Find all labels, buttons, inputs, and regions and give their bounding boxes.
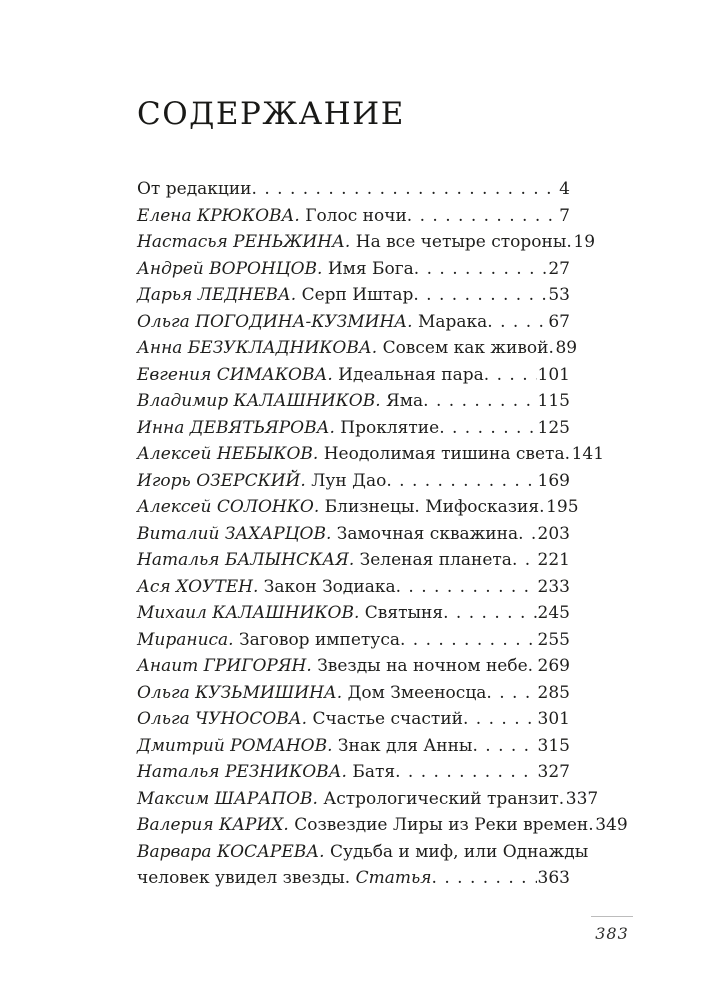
toc-entry: [137, 494, 579, 521]
toc-entry: [137, 388, 570, 415]
toc-entry-page-number: 115: [537, 391, 570, 411]
toc-entry-page-number: 315: [537, 735, 570, 756]
toc-entry-author: Инна ДЕВЯТЬЯРОВА.: [137, 417, 335, 438]
toc-entry-line: [137, 415, 570, 442]
toc-entry: [137, 680, 570, 707]
footer-rule: [591, 916, 633, 917]
dot-leader: [432, 865, 537, 892]
toc-entry-text: Анаит ГРИГОРЯН. Звезды на ночном небе: [137, 656, 528, 676]
footer-page-number: 383: [595, 924, 629, 943]
toc-entry-text: Настасья РЕНЬЖИНА. На все четыре стороны: [137, 232, 567, 252]
toc-entry-text: Мираниса. Заговор импетуса: [137, 629, 400, 650]
toc-entry: [137, 547, 570, 574]
toc-entry-text: Анна БЕЗУКЛАДНИКОВА. Совсем как живой: [137, 338, 549, 358]
toc-entry-page-number: 301: [537, 709, 570, 729]
toc-entry-page-number: 233: [537, 576, 570, 597]
toc-entry-line: [137, 309, 570, 336]
toc-entry-page-number: 101: [537, 364, 570, 385]
dot-leader: [518, 521, 536, 548]
dot-leader: [414, 256, 548, 283]
toc-entry-line: [137, 680, 570, 707]
toc-entry-line: [137, 812, 628, 839]
toc-entry-line: [137, 388, 570, 415]
toc-entry-line: [137, 786, 599, 813]
toc-entry-line: [137, 574, 570, 601]
toc-entry: [137, 706, 570, 733]
toc-entry-page-number: 7: [559, 205, 570, 226]
toc-entry-line: [137, 335, 578, 362]
toc-entry-page-number: 89: [555, 338, 578, 358]
dot-leader: [396, 574, 537, 601]
toc-entry-text: человек увидел звезды. Статья: [137, 868, 432, 888]
toc-entry-text: От редакции: [137, 179, 252, 199]
dot-leader: [407, 203, 558, 230]
toc-entry-author: Максим ШАРАПОВ.: [137, 788, 318, 809]
toc-entry-line: [137, 521, 570, 548]
toc-entry-text: Ольга КУЗЬМИШИНА. Дом Змееносца: [137, 682, 487, 703]
toc-entry-line: [137, 282, 570, 309]
toc-entry-line: [137, 865, 570, 892]
toc-entry-line: [137, 759, 570, 786]
toc-entry: [137, 733, 570, 760]
toc-entry-author: Елена КРЮКОВА.: [137, 205, 300, 226]
dot-leader: [395, 759, 536, 786]
dot-leader: [484, 362, 537, 389]
toc-entry-page-number: 169: [537, 470, 570, 491]
toc-entry-page-number: 337: [565, 788, 599, 809]
toc-entry: [137, 839, 589, 892]
dot-leader: [472, 733, 536, 760]
toc-entry-page-number: 125: [537, 417, 570, 438]
toc-entry-text: Виталий ЗАХАРЦОВ. Замочная скважина: [137, 523, 519, 544]
toc-entry-author: Ольга ПОГОДИНА-КУЗМИНА.: [137, 311, 413, 332]
toc-entry-text: Игорь ОЗЕРСКИЙ. Лун Дао: [137, 470, 387, 491]
toc-entry-text: Дмитрий РОМАНОВ. Знак для Анны: [137, 735, 473, 756]
toc-entry-page-number: 4: [559, 179, 570, 199]
toc-entry-page-number: 27: [548, 258, 570, 279]
toc-entry-page-number: 53: [548, 285, 570, 305]
toc-entry-author: Ольга ЧУНОСОВА.: [137, 709, 308, 729]
toc-entry-line: [137, 547, 570, 574]
toc-entry-page-number: 221: [537, 550, 570, 570]
toc-entry-text: Варвара КОСАРЕВА. Судьба и миф, или Однажды: [137, 841, 589, 862]
dot-leader: [400, 627, 537, 654]
toc-entry-author: Андрей ВОРОНЦОВ.: [137, 258, 323, 279]
toc-entry-line: [137, 733, 570, 760]
toc-entry-text: Наталья БАЛЫНСКАЯ. Зеленая планета: [137, 550, 512, 570]
toc-entry-author: Ася ХОУТЕН.: [137, 576, 259, 597]
toc-entry-text: Дарья ЛЕДНЕВА. Серп Иштар: [137, 285, 414, 305]
toc-entry-page-number: 141: [571, 444, 605, 464]
toc-entry-line: [137, 203, 570, 230]
toc-entry-author: Варвара КОСАРЕВА.: [137, 841, 325, 862]
toc-entry: [137, 309, 570, 336]
toc-entry-page-number: 269: [537, 656, 570, 676]
toc-entry-author: Алексей СОЛОНКО.: [137, 497, 320, 517]
toc-entry-author: Евгения СИМАКОВА.: [137, 364, 333, 385]
toc-entry: [137, 203, 570, 230]
toc-entry-text: Андрей ВОРОНЦОВ. Имя Бога: [137, 258, 414, 279]
page-title: СОДЕРЖАНИЕ: [137, 96, 405, 132]
toc-entry-page-number: 203: [537, 523, 570, 544]
toc-entry: [137, 415, 570, 442]
toc-entry-line: [137, 229, 596, 256]
toc-entry: [137, 786, 599, 813]
toc-entry-page-number: 67: [548, 311, 570, 332]
toc-entry-author: Дмитрий РОМАНОВ.: [137, 735, 333, 756]
toc-entry-text: Алексей НЕБЫКОВ. Неодолимая тишина света: [137, 444, 565, 464]
toc-entry: [137, 812, 628, 839]
toc-entry-text: Ольга ЧУНОСОВА. Счастье счастий: [137, 709, 463, 729]
toc-entry-text: Инна ДЕВЯТЬЯРОВА. Проклятие: [137, 417, 440, 438]
toc-entry: [137, 653, 570, 680]
toc-entry-page-number: 363: [537, 868, 570, 888]
toc-entry: [137, 176, 570, 203]
toc-entry: [137, 335, 578, 362]
toc-entry-page-number: 327: [537, 762, 570, 782]
toc-entry-page-number: 349: [595, 815, 628, 835]
toc-entry-page-number: 245: [537, 603, 570, 623]
dot-leader: [463, 706, 537, 733]
toc-entry: [137, 521, 570, 548]
toc-entry-text: Ася ХОУТЕН. Закон Зодиака: [137, 576, 396, 597]
toc-entry-author: Мираниса.: [137, 629, 234, 650]
dot-leader: [512, 547, 537, 574]
toc-entry-text: Максим ШАРАПОВ. Астрологический транзит: [137, 788, 559, 809]
toc-entry-line: [137, 627, 570, 654]
toc-entry-author: Михаил КАЛАШНИКОВ.: [137, 603, 360, 623]
dot-leader: [486, 680, 536, 707]
toc-entry-author: Игорь ОЗЕРСКИЙ.: [137, 470, 306, 491]
dot-leader: [443, 600, 536, 627]
toc-entry-line: [137, 653, 570, 680]
dot-leader: [386, 468, 536, 495]
toc-entry-line: [137, 494, 579, 521]
dot-leader: [528, 653, 537, 680]
toc-entry-line: [137, 441, 605, 468]
toc-entry-text: Ольга ПОГОДИНА-КУЗМИНА. Марака: [137, 311, 488, 332]
toc-entry-author: Виталий ЗАХАРЦОВ.: [137, 523, 332, 544]
toc-entry: [137, 627, 570, 654]
dot-leader: [413, 282, 547, 309]
dot-leader: [423, 388, 536, 415]
toc-entry-line: [137, 839, 589, 866]
toc-entry-text: Владимир КАЛАШНИКОВ. Яма: [137, 391, 424, 411]
toc-entry-line: [137, 256, 570, 283]
dot-leader: [439, 415, 536, 442]
toc-entry-page-number: 19: [573, 232, 596, 252]
toc-entry: [137, 441, 605, 468]
toc-list: [137, 176, 628, 892]
toc-entry-page-number: 255: [537, 629, 570, 650]
toc-entry-author: Владимир КАЛАШНИКОВ.: [137, 391, 381, 411]
toc-entry-page-number: 285: [537, 682, 570, 703]
toc-entry: [137, 229, 596, 256]
toc-entry-author: Наталья БАЛЫНСКАЯ.: [137, 550, 355, 570]
toc-entry-text: Елена КРЮКОВА. Голос ночи: [137, 205, 407, 226]
toc-entry-author: Валерия КАРИХ.: [137, 815, 289, 835]
toc-entry-author: Анна БЕЗУКЛАДНИКОВА.: [137, 338, 378, 358]
dot-leader: [487, 309, 547, 336]
toc-entry: [137, 759, 570, 786]
toc-entry-page-number: 195: [546, 497, 579, 517]
toc-entry: [137, 256, 570, 283]
toc-entry-author: Наталья РЕЗНИКОВА.: [137, 762, 347, 782]
toc-entry-text: Алексей СОЛОНКО. Близнецы. Мифосказия: [137, 497, 540, 517]
page-footer: [583, 916, 641, 943]
toc-entry: [137, 362, 570, 389]
toc-entry-line: [137, 362, 570, 389]
toc-entry-line: [137, 176, 570, 203]
toc-entry: [137, 282, 570, 309]
toc-entry-text: Евгения СИМАКОВА. Идеальная пара: [137, 364, 484, 385]
toc-entry-text: Валерия КАРИХ. Созвездие Лиры из Реки времен: [137, 815, 589, 835]
toc-entry-line: [137, 600, 570, 627]
toc-entry-text: Михаил КАЛАШНИКОВ. Святыня: [137, 603, 444, 623]
toc-entry-text: Наталья РЕЗНИКОВА. Батя: [137, 762, 396, 782]
toc-entry-line: [137, 706, 570, 733]
toc-entry-author: Алексей НЕБЫКОВ.: [137, 444, 319, 464]
toc-entry-author: Настасья РЕНЬЖИНА.: [137, 232, 351, 252]
toc-entry-line: [137, 468, 570, 495]
toc-entry: [137, 600, 570, 627]
toc-entry: [137, 468, 570, 495]
toc-entry-author: Дарья ЛЕДНЕВА.: [137, 285, 297, 305]
dot-leader: [252, 176, 559, 203]
toc-entry-subtitle: Статья: [355, 868, 432, 888]
toc-entry-author: Анаит ГРИГОРЯН.: [137, 656, 312, 676]
toc-entry: [137, 574, 570, 601]
toc-entry-author: Ольга КУЗЬМИШИНА.: [137, 682, 343, 703]
